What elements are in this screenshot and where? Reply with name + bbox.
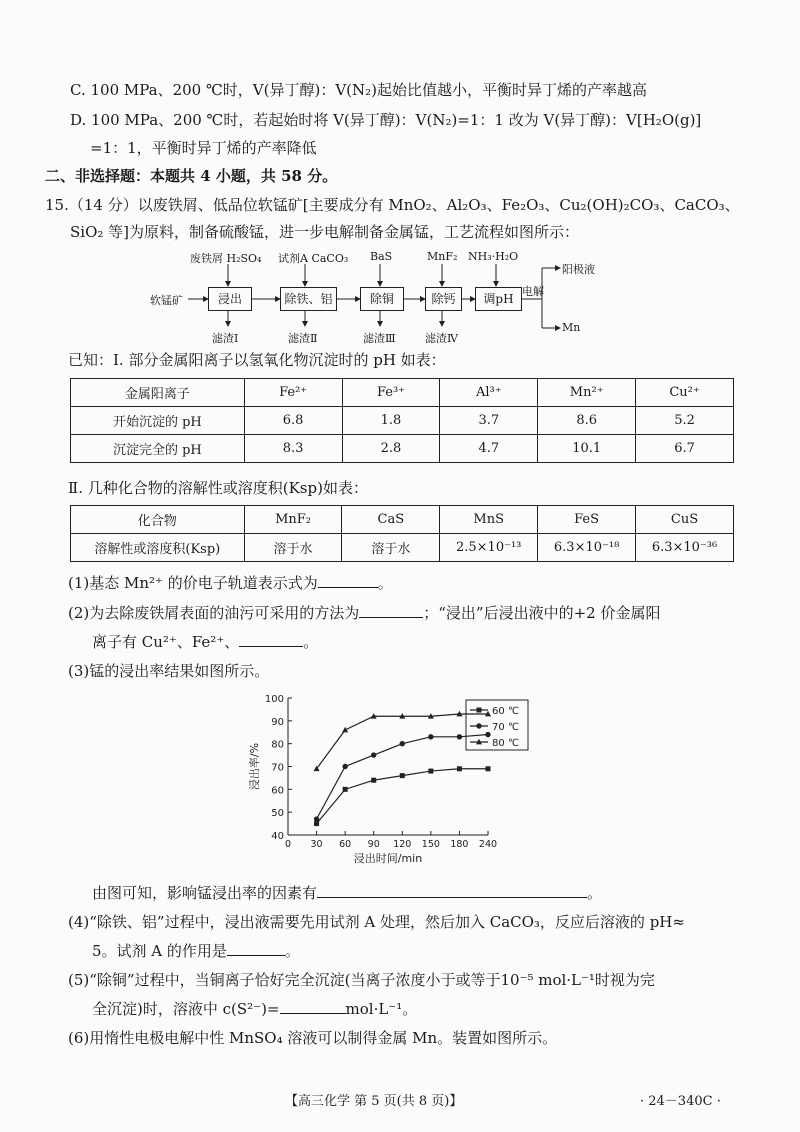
data-point xyxy=(342,764,347,769)
reagent-2: 试剂A CaCO₃ xyxy=(278,252,349,265)
table-cell: 6.3×10⁻¹⁸ xyxy=(538,534,636,562)
ksp-table xyxy=(70,505,734,562)
subq-1-text: (1)基态 Mn²⁺ 的价电子轨道表示式为 xyxy=(68,574,318,592)
table-cell: Cu²⁺ xyxy=(636,379,734,407)
known-2: Ⅱ. 几种化合物的溶解性或溶度积(Ksp)如表： xyxy=(68,479,368,497)
subq-4-text-b: 5。试剂 A 的作用是 xyxy=(92,942,227,960)
step-remove-ca: 除钙 xyxy=(425,287,462,311)
y-tick-label: 90 xyxy=(271,716,284,728)
option-c: C. 100 MPa、200 ℃时，V(异丁醇)：V(N₂)起始比值越小，平衡时异丁烯的产率越高 xyxy=(70,81,647,99)
answer-blank[interactable] xyxy=(280,999,346,1014)
table-cell: 2.5×10⁻¹³ xyxy=(440,534,538,562)
data-point xyxy=(428,769,433,774)
x-tick-label: 30 xyxy=(310,839,323,850)
table-cell: 4.7 xyxy=(440,435,538,463)
data-point xyxy=(343,787,348,792)
x-tick-label: 150 xyxy=(421,839,440,850)
data-point xyxy=(371,752,376,757)
step-remove-cu: 除铜 xyxy=(360,287,404,311)
subq-3: (3)锰的浸出率结果如图所示。 xyxy=(68,662,270,680)
data-point xyxy=(476,723,481,728)
subq-2 xyxy=(68,603,660,623)
y-tick-label: 40 xyxy=(271,831,284,842)
table-cell: 6.8 xyxy=(244,407,342,435)
step-adjust-ph: 调pH xyxy=(475,287,522,311)
legend-label: 80 ℃ xyxy=(492,738,520,749)
y-tick-label: 60 xyxy=(271,785,284,797)
electrolysis-label: 电解 xyxy=(522,285,544,298)
table-row xyxy=(71,435,734,463)
answer-blank[interactable] xyxy=(318,573,378,588)
answer-blank[interactable] xyxy=(317,883,587,898)
step-leaching: 浸出 xyxy=(208,287,252,311)
reagent-3: BaS xyxy=(370,250,393,263)
subq-4-end: 。 xyxy=(284,942,300,960)
table-cell: 6.3×10⁻³⁶ xyxy=(636,534,734,562)
data-point xyxy=(400,773,405,778)
answer-blank[interactable] xyxy=(239,632,303,647)
data-point xyxy=(457,734,462,739)
y-tick-label: 100 xyxy=(264,694,284,705)
leaching-rate-chart xyxy=(238,690,538,870)
option-d-line1: D. 100 MPa、200 ℃时，若起始时将 V(异丁醇)：V(N₂)=1：1 改为 V(异丁醇)：V[H₂O(g)] xyxy=(70,111,702,129)
data-point xyxy=(314,816,319,821)
table-cell: Mn²⁺ xyxy=(538,379,636,407)
answer-blank[interactable] xyxy=(227,941,285,956)
process-flow-diagram xyxy=(150,250,620,350)
table-cell: 5.2 xyxy=(636,407,734,435)
answer-blank[interactable] xyxy=(359,603,423,618)
table-row xyxy=(71,534,734,562)
y-tick-label: 50 xyxy=(271,808,284,820)
chart-series xyxy=(314,711,491,826)
subq-4: (4)“除铁、铝”过程中，浸出液需要先用试剂 A 处理，然后加入 CaCO₃，反应后溶液的 pH≈ xyxy=(68,913,685,931)
table-cell: Fe²⁺ xyxy=(244,379,342,407)
mn-product-label: Mn xyxy=(562,321,581,334)
table-cell: MnF₂ xyxy=(244,506,342,534)
reagent-5: NH₃·H₂O xyxy=(468,250,519,263)
x-tick-label: 180 xyxy=(450,839,469,850)
table-cell: 8.3 xyxy=(244,435,342,463)
residue-3: 滤渣Ⅲ xyxy=(363,332,396,345)
q15-intro-line1: 15.（14 分）以废铁屑、低品位软锰矿[主要成分有 MnO₂、Al₂O₃、Fe₂O₃、Cu₂(OH)₂CO₃、CaCO₃、 xyxy=(45,196,740,214)
subq-3-text-b: 由图可知，影响锰浸出率的因素有 xyxy=(92,884,318,902)
table-cell: 开始沉淀的 pH xyxy=(71,407,245,435)
option-d-line2: =1：1，平衡时异丁烯的产率降低 xyxy=(90,139,317,157)
legend-label: 70 ℃ xyxy=(492,722,520,733)
table-cell: 溶解性或溶度积(Ksp) xyxy=(71,534,245,562)
table-cell: 6.7 xyxy=(636,435,734,463)
subq-3-answer-line xyxy=(92,883,602,903)
residue-2: 滤渣Ⅱ xyxy=(288,332,318,345)
table-cell: 1.8 xyxy=(342,407,440,435)
data-point xyxy=(485,732,490,737)
table-cell: 3.7 xyxy=(440,407,538,435)
y-axis-label: 浸出率/% xyxy=(248,742,261,791)
x-axis-label: 浸出时间/min xyxy=(353,852,423,865)
table-cell: 化合物 xyxy=(71,506,245,534)
table-cell: MnS xyxy=(440,506,538,534)
table-cell: 溶于水 xyxy=(244,534,342,562)
table-cell: FeS xyxy=(538,506,636,534)
subq-2-text-a: (2)为去除废铁屑表面的油污可采用的方法为 xyxy=(68,604,360,622)
step-remove-fe-al: 除铁、铝 xyxy=(280,287,337,311)
page-footer-right: · 24－340C · xyxy=(640,1094,721,1109)
subq-2-end: 。 xyxy=(303,633,319,651)
table-cell: Fe³⁺ xyxy=(342,379,440,407)
section-heading: 二、非选择题：本题共 4 小题，共 58 分。 xyxy=(45,167,338,185)
x-tick-label: 240 xyxy=(478,839,498,850)
table-cell: 10.1 xyxy=(538,435,636,463)
table-cell: CaS xyxy=(342,506,440,534)
subq-1-end: 。 xyxy=(377,574,393,592)
subq-3-end: 。 xyxy=(587,884,603,902)
reagent-4: MnF₂ xyxy=(427,250,458,263)
data-point xyxy=(314,821,319,826)
ph-table-header xyxy=(71,379,734,407)
y-tick-label: 80 xyxy=(271,739,284,751)
subq-5-line2 xyxy=(92,999,417,1019)
subq-2-text-c: 离子有 Cu²⁺、Fe²⁺、 xyxy=(92,633,240,651)
subq-1 xyxy=(68,573,393,593)
subq-4-line2 xyxy=(92,941,300,961)
subq-5-text-b2: mol·L⁻¹。 xyxy=(345,1000,418,1018)
subq-2-line2 xyxy=(92,632,318,652)
raw-material-label: 软锰矿 xyxy=(150,294,183,307)
chart-legend xyxy=(466,700,528,750)
table-cell: 溶于水 xyxy=(342,534,440,562)
y-tick-label: 70 xyxy=(271,762,284,774)
x-tick-label: 120 xyxy=(393,839,412,850)
subq-5-text-b1: 全沉淀)时，溶液中 c(S²⁻)= xyxy=(92,1000,280,1018)
table-cell: 沉淀完全的 pH xyxy=(71,435,245,463)
legend-label: 60 ℃ xyxy=(492,706,520,717)
known-1: 已知：Ⅰ. 部分金属阳离子以氢氧化物沉淀时的 pH 如表： xyxy=(68,351,446,369)
data-point xyxy=(371,778,376,783)
x-tick-label: 90 xyxy=(367,839,380,850)
data-point xyxy=(400,741,405,746)
x-tick-label: 0 xyxy=(284,839,292,850)
data-point xyxy=(457,766,462,771)
table-cell: Al³⁺ xyxy=(440,379,538,407)
residue-4: 滤渣Ⅳ xyxy=(425,332,458,345)
ph-table xyxy=(70,378,734,463)
table-cell: CuS xyxy=(636,506,734,534)
data-point xyxy=(428,734,433,739)
q15-intro-line2: SiO₂ 等]为原料，制备硫酸锰，进一步电解制备金属锰，工艺流程如图所示： xyxy=(70,223,580,241)
data-point xyxy=(486,766,491,771)
table-cell: 8.6 xyxy=(538,407,636,435)
reagent-1: 废铁屑 H₂SO₄ xyxy=(190,252,262,265)
table-row xyxy=(71,407,734,435)
anolyte-label: 阳极液 xyxy=(562,263,595,276)
subq-6: (6)用惰性电极电解中性 MnSO₄ 溶液可以制得金属 Mn。装置如图所示。 xyxy=(68,1029,558,1047)
ksp-table-header xyxy=(71,506,734,534)
table-cell: 2.8 xyxy=(342,435,440,463)
residue-1: 滤渣Ⅰ xyxy=(212,332,239,345)
data-point xyxy=(477,708,482,713)
page-footer-center: 【高三化学 第 5 页(共 8 页)】 xyxy=(285,1094,463,1109)
table-cell: 金属阳离子 xyxy=(71,379,245,407)
subq-5: (5)“除铜”过程中，当铜离子恰好完全沉淀(当离子浓度小于或等于10⁻⁵ mol·L⁻¹时视为完 xyxy=(68,971,655,989)
subq-2-text-b: ；“浸出”后浸出液中的+2 价金属阳 xyxy=(423,604,661,622)
x-tick-label: 60 xyxy=(339,839,352,850)
